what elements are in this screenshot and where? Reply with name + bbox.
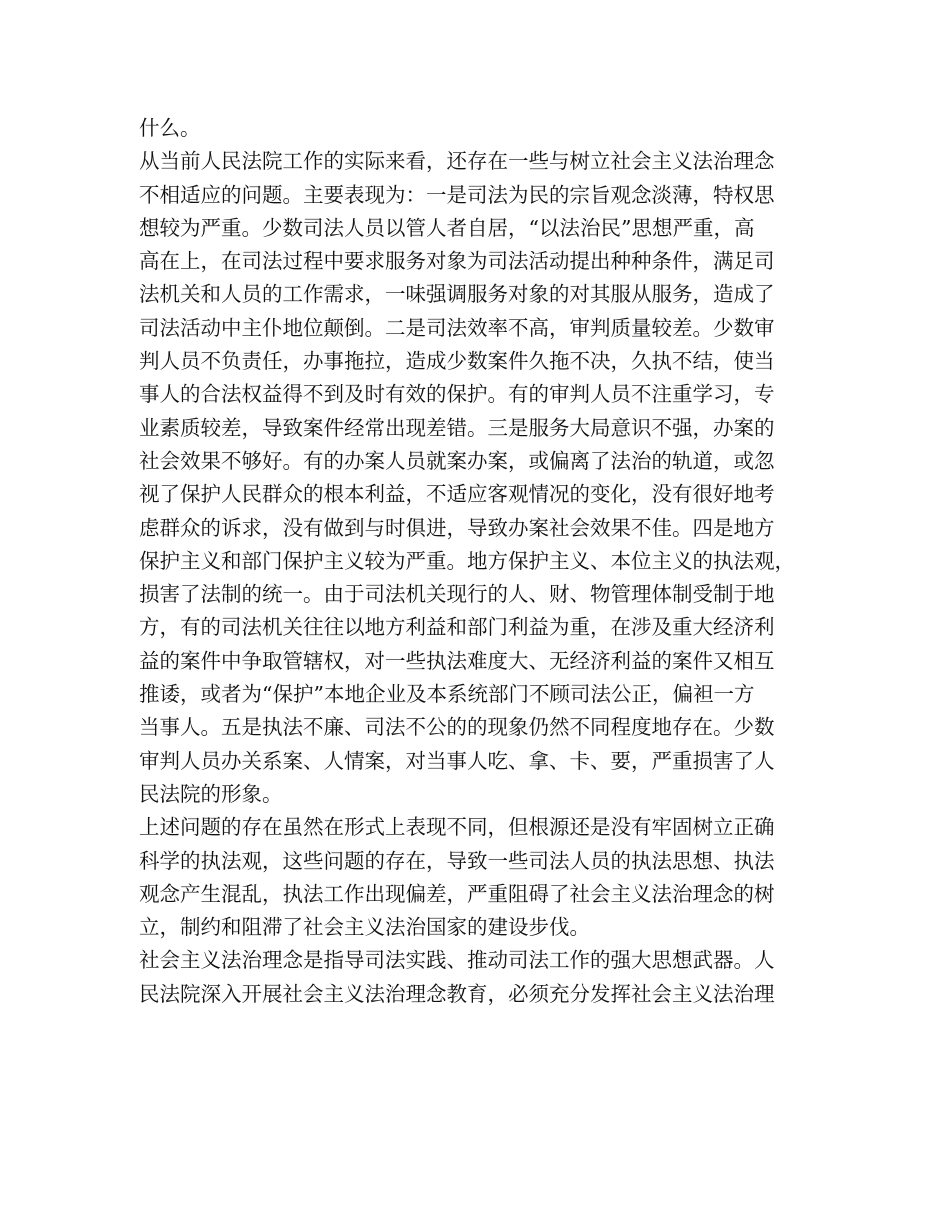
text-line: 益的案件中争取管辖权，对一些执法难度大、无经济利益的案件又相互	[139, 648, 775, 673]
text-line: 虑群众的诉求，没有做到与时俱进，导致办案社会效果不佳。四是地方	[139, 515, 775, 540]
text-line: 高在上，在司法过程中要求服务对象为司法活动提出种种条件，满足司	[139, 249, 775, 274]
text-line: 民法院深入开展社会主义法治理念教育，必须充分发挥社会主义法治理	[139, 981, 775, 1006]
text-line: 想较为严重。少数司法人员以管人者自居，“以法治民”思想严重，高	[139, 215, 755, 240]
text-line: 保护主义和部门保护主义较为严重。地方保护主义、本位主义的执法观，	[139, 548, 795, 573]
text-line: 审判人员办关系案、人情案，对当事人吃、拿、卡、要，严重损害了人	[139, 748, 775, 773]
text-line: 社会主义法治理念是指导司法实践、推动司法工作的强大思想武器。人	[139, 948, 775, 973]
text-line: 社会效果不够好。有的办案人员就案办案，或偏离了法治的轨道，或忽	[139, 448, 775, 473]
text-line: 观念产生混乱，执法工作出现偏差，严重阻碍了社会主义法治理念的树	[139, 881, 775, 906]
text-line: 视了保护人民群众的根本利益，不适应客观情况的变化，没有很好地考	[139, 482, 775, 507]
text-line: 从当前人民法院工作的实际来看，还存在一些与树立社会主义法治理念	[139, 149, 775, 174]
text-line: 当事人。五是执法不廉、司法不公的的现象仍然不同程度地存在。少数	[139, 715, 775, 740]
text-line: 司法活动中主仆地位颠倒。二是司法效率不高，审判质量较差。少数审	[139, 315, 775, 340]
text-line: 法机关和人员的工作需求，一味强调服务对象的对其服从服务，造成了	[139, 282, 775, 307]
text-line: 方，有的司法机关往往以地方利益和部门利益为重，在涉及重大经济利	[139, 615, 775, 640]
text-line: 立，制约和阻滞了社会主义法治国家的建设步伐。	[139, 915, 590, 940]
text-line: 什么。	[139, 116, 201, 140]
text-line: 业素质较差，导致案件经常出现差错。三是服务大局意识不强，办案的	[139, 415, 775, 440]
text-line: 科学的执法观，这些问题的存在，导致一些司法人员的执法思想、执法	[139, 848, 775, 873]
text-line: 判人员不负责任，办事拖拉，造成少数案件久拖不决，久执不结，使当	[139, 349, 775, 374]
text-line: 事人的合法权益得不到及时有效的保护。有的审判人员不注重学习，专	[139, 382, 775, 407]
text-line: 民法院的形象。	[139, 781, 283, 806]
body-text	[139, 112, 829, 1011]
text-line: 损害了法制的统一。由于司法机关现行的人、财、物管理体制受制于地	[139, 582, 775, 607]
text-line: 推诿，或者为“保护”本地企业及本系统部门不顾司法公正，偏袒一方	[139, 682, 755, 707]
text-line: 不相适应的问题。主要表现为：一是司法为民的宗旨观念淡薄，特权思	[139, 182, 775, 207]
text-line: 上述问题的存在虽然在形式上表现不同，但根源还是没有牢固树立正确	[139, 815, 775, 840]
